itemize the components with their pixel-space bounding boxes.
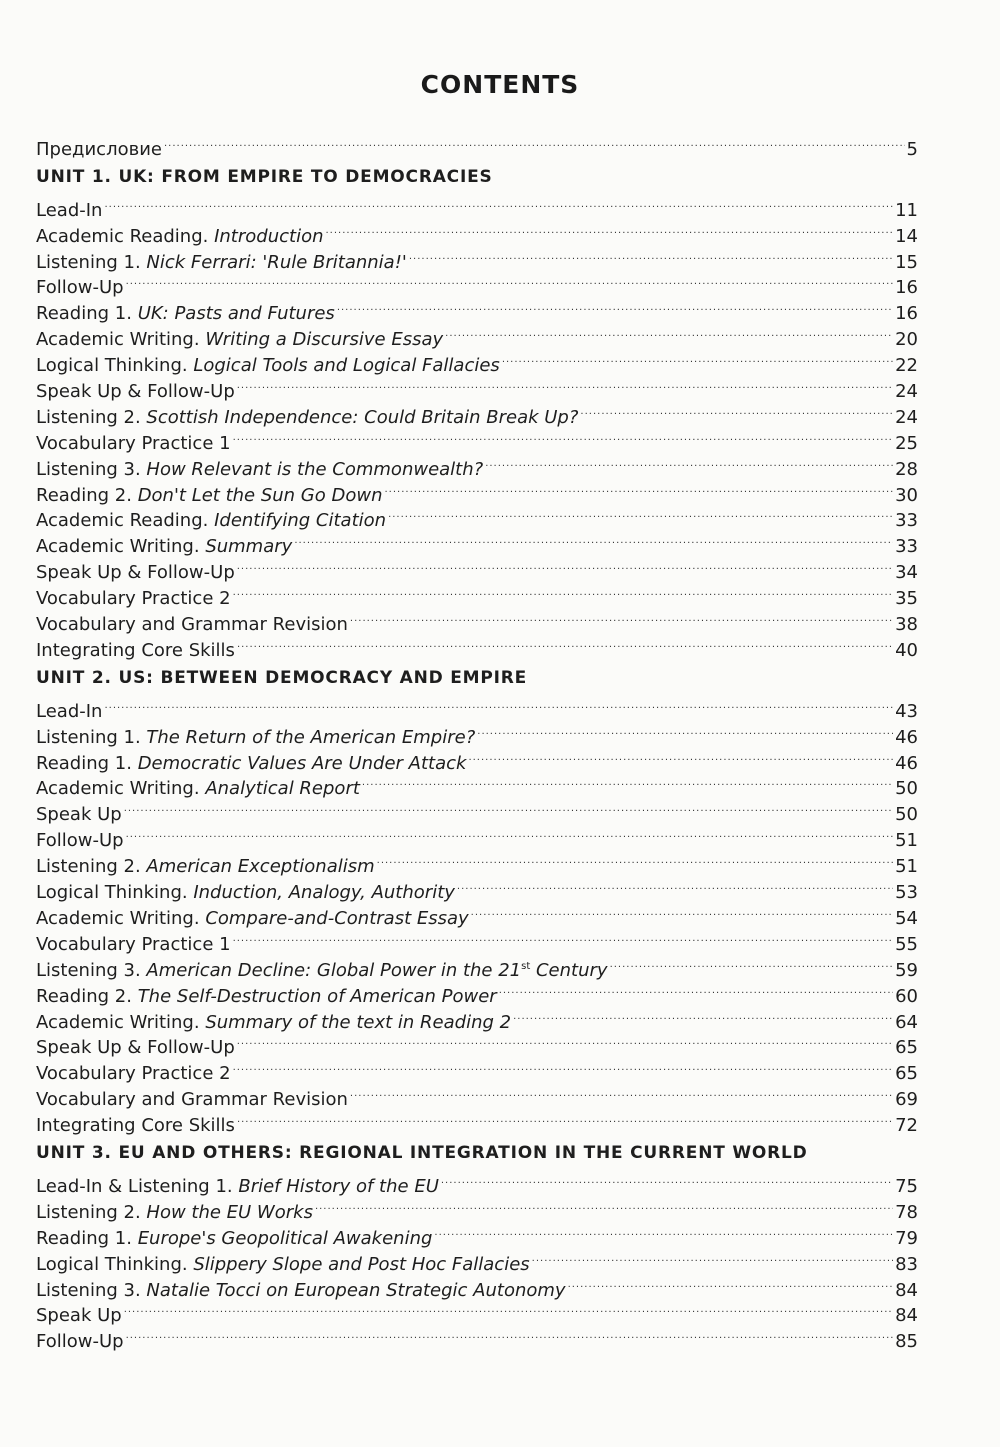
toc-leader-dots — [434, 1218, 893, 1244]
toc-entry-label: Follow-Up — [36, 830, 124, 852]
superscript: st — [521, 960, 531, 972]
toc-leader-dots — [237, 1105, 893, 1131]
toc-leader-dots — [237, 552, 893, 578]
toc-entry-label: Vocabulary Practice 2 — [36, 588, 231, 610]
table-of-contents — [36, 129, 918, 1353]
toc-page-number: 84 — [895, 1305, 918, 1327]
toc-entry-label: Listening 2. American Exceptionalism — [36, 856, 375, 878]
toc-page-number: 33 — [895, 536, 918, 558]
toc-page-number: 24 — [895, 381, 918, 403]
toc-entry-title: American Decline: Global Power in the 21 — [146, 959, 522, 981]
toc-page-number: 38 — [895, 614, 918, 636]
toc-entry-label: Logical Thinking. Slippery Slope and Post Hoc Fallacies — [36, 1253, 530, 1275]
toc-page-number: 22 — [895, 355, 918, 377]
toc-leader-dots — [468, 743, 893, 769]
toc-entry-label: Academic Writing. Summary — [36, 536, 293, 558]
toc-entry-label: Integrating Core Skills — [36, 639, 235, 661]
toc-entry-title: Europe's Geopolitical Awakening — [137, 1227, 433, 1249]
toc-leader-dots — [441, 1166, 893, 1192]
toc-entry[interactable] — [36, 268, 918, 299]
toc-leader-dots — [532, 1244, 893, 1270]
toc-leader-dots — [485, 449, 893, 475]
toc-entry-label: Lead-In — [36, 199, 103, 221]
toc-leader-dots — [457, 872, 893, 898]
toc-page-number: 14 — [895, 225, 918, 247]
toc-entry-title: Writing a Discursive Essay — [205, 329, 444, 351]
toc-page-number: 25 — [895, 432, 918, 454]
toc-entry[interactable] — [36, 794, 918, 826]
toc-entry-title: The Self-Destruction of American Power — [137, 985, 497, 1007]
toc-page-number: 5 — [906, 138, 918, 160]
toc-page-number: 65 — [895, 1063, 918, 1085]
toc-page-number: 40 — [895, 639, 918, 661]
toc-entry[interactable] — [36, 691, 918, 722]
toc-entry-title: Induction, Analogy, Authority — [193, 882, 455, 904]
toc-leader-dots — [502, 345, 893, 371]
unit-heading: UNIT 1. UK: FROM EMPIRE TO DEMOCRACIES — [36, 166, 493, 187]
toc-leader-dots — [409, 242, 893, 268]
toc-leader-dots — [350, 604, 893, 630]
toc-leader-dots — [513, 1002, 893, 1028]
toc-page-number: 11 — [895, 199, 918, 221]
toc-entry-title: Nick Ferrari: 'Rule Britannia!' — [146, 251, 407, 273]
toc-entry-title: Democratic Values Are Under Attack — [137, 752, 467, 774]
toc-entry-title: Summary — [205, 536, 293, 558]
toc-entry-label: Listening 3. How Relevant is the Commonwealth? — [36, 458, 484, 480]
toc-entry[interactable] — [36, 1166, 918, 1197]
toc-page-number: 72 — [895, 1115, 918, 1137]
toc-page-number: 65 — [895, 1037, 918, 1059]
toc-entry[interactable] — [36, 1296, 918, 1327]
toc-leader-dots — [326, 216, 894, 242]
toc-leader-dots — [362, 769, 893, 795]
toc-entry[interactable] — [36, 820, 918, 852]
toc-entry[interactable] — [36, 1321, 918, 1353]
toc-entry-label: Speak Up — [36, 804, 122, 826]
toc-page-number: 30 — [895, 484, 918, 506]
toc-page-number: 46 — [895, 726, 918, 748]
toc-page-number: 51 — [895, 856, 918, 878]
toc-page-number: 75 — [895, 1175, 918, 1197]
toc-entry-label: Reading 1. Europe's Geopolitical Awakening — [36, 1227, 433, 1249]
toc-leader-dots — [126, 1321, 894, 1347]
toc-leader-dots — [499, 976, 893, 1002]
toc-page-number: 34 — [895, 562, 918, 584]
toc-page-number: 53 — [895, 882, 918, 904]
toc-page-number: 83 — [895, 1253, 918, 1275]
toc-leader-dots — [568, 1270, 894, 1296]
toc-entry-label: Academic Reading. Introduction — [36, 225, 324, 247]
units-list — [36, 164, 918, 1353]
toc-entry-label: Предисловие — [36, 138, 162, 160]
toc-page-number: 50 — [895, 804, 918, 826]
unit-heading: UNIT 3. EU AND OTHERS: REGIONAL INTEGRATION IN THE CURRENT WORLD — [36, 1143, 808, 1164]
toc-entry-label: Academic Reading. Identifying Citation — [36, 510, 387, 532]
toc-leader-dots — [445, 319, 893, 345]
toc-leader-dots — [350, 1079, 893, 1105]
toc-page-number: 59 — [895, 959, 918, 981]
toc-page-number: 35 — [895, 588, 918, 610]
toc-entry-label: Reading 2. The Self-Destruction of American Power — [36, 985, 497, 1007]
toc-page-number: 16 — [895, 303, 918, 325]
toc-entry-title: Summary of the text in Reading 2 — [205, 1011, 512, 1033]
toc-page-number: 33 — [895, 510, 918, 532]
toc-leader-dots — [610, 950, 894, 976]
toc-leader-dots — [385, 475, 894, 501]
toc-entry-label: Logical Thinking. Induction, Analogy, Authority — [36, 882, 455, 904]
toc-entry-label: Reading 1. Democratic Values Are Under Attack — [36, 752, 467, 774]
toc-leader-dots — [104, 190, 893, 216]
toc-leader-dots — [294, 526, 893, 552]
toc-entry-label: Speak Up — [36, 1305, 122, 1327]
toc-entry-label: Listening 3. American Decline: Global Power in the 21st Century — [36, 959, 608, 981]
toc-entry-label: Lead-In & Listening 1. Brief History of the EU — [36, 1175, 439, 1197]
toc-leader-dots — [237, 630, 893, 656]
toc-entry-title: Identifying Citation — [214, 510, 387, 532]
toc-entry-label: Listening 1. Nick Ferrari: 'Rule Britannia!' — [36, 251, 407, 273]
toc-entry-title: UK: Pasts and Futures — [137, 303, 335, 325]
toc-page-number: 28 — [895, 458, 918, 480]
toc-leader-dots — [164, 129, 905, 155]
toc-leader-dots — [315, 1192, 893, 1218]
toc-leader-dots — [337, 293, 893, 319]
toc-page-number: 46 — [895, 752, 918, 774]
toc-entry-label: Academic Writing. Summary of the text in Reading 2 — [36, 1011, 512, 1033]
toc-entry-preface[interactable] — [36, 129, 918, 160]
toc-entry-title: American Exceptionalism — [146, 856, 375, 878]
toc-page-number: 51 — [895, 830, 918, 852]
toc-entry-label: Listening 3. Natalie Tocci on European Strategic Autonomy — [36, 1279, 566, 1301]
toc-entry-title: How Relevant is the Commonwealth? — [146, 458, 484, 480]
toc-leader-dots — [388, 501, 893, 527]
toc-entry-title: Brief History of the EU — [238, 1175, 439, 1197]
toc-entry-title: Slippery Slope and Post Hoc Fallacies — [193, 1253, 530, 1275]
toc-entry[interactable] — [36, 717, 918, 748]
toc-entry-title: How the EU Works — [146, 1201, 313, 1223]
toc-entry-label: Speak Up & Follow-Up — [36, 562, 235, 584]
toc-page-number: 16 — [895, 277, 918, 299]
toc-entry[interactable] — [36, 190, 918, 221]
toc-page-number: 24 — [895, 406, 918, 428]
toc-entry[interactable] — [36, 216, 918, 247]
toc-entry-label: Reading 2. Don't Let the Sun Go Down — [36, 484, 383, 506]
toc-leader-dots — [233, 578, 894, 604]
toc-page-number: 20 — [895, 329, 918, 351]
toc-entry-label: Academic Writing. Compare-and-Contrast Essay — [36, 907, 469, 929]
toc-entry-title: Natalie Tocci on European Strategic Autonomy — [146, 1279, 566, 1301]
toc-entry-label: Integrating Core Skills — [36, 1115, 235, 1137]
toc-entry-title-continued: Century — [530, 959, 608, 981]
toc-entry-label: Vocabulary Practice 1 — [36, 432, 231, 454]
toc-entry-label: Reading 1. UK: Pasts and Futures — [36, 303, 335, 325]
toc-entry[interactable] — [36, 846, 918, 878]
toc-page-number: 43 — [895, 700, 918, 722]
toc-leader-dots — [477, 717, 893, 743]
toc-entry-title: Logical Tools and Logical Fallacies — [193, 355, 500, 377]
toc-leader-dots — [124, 1296, 893, 1322]
toc-entry-label: Academic Writing. Analytical Report — [36, 778, 360, 800]
toc-leader-dots — [580, 397, 893, 423]
toc-entry-title: Analytical Report — [205, 778, 360, 800]
toc-leader-dots — [126, 820, 894, 846]
toc-page-number: 79 — [895, 1227, 918, 1249]
toc-entry-label: Vocabulary and Grammar Revision — [36, 1089, 348, 1111]
toc-entry-label: Academic Writing. Writing a Discursive Essay — [36, 329, 444, 351]
toc-leader-dots — [104, 691, 893, 717]
toc-entry-label: Follow-Up — [36, 277, 124, 299]
toc-page-number: 64 — [895, 1011, 918, 1033]
toc-page-number: 55 — [895, 933, 918, 955]
toc-page-number: 84 — [895, 1279, 918, 1301]
toc-page-number: 69 — [895, 1089, 918, 1111]
toc-page-number: 78 — [895, 1201, 918, 1223]
toc-leader-dots — [377, 846, 893, 872]
toc-entry-label: Vocabulary Practice 2 — [36, 1063, 231, 1085]
toc-page-number: 50 — [895, 778, 918, 800]
toc-entry-title: Compare-and-Contrast Essay — [205, 907, 469, 929]
toc-leader-dots — [124, 794, 893, 820]
page-title: CONTENTS — [420, 70, 580, 99]
toc-leader-dots — [237, 1028, 893, 1054]
toc-page-number: 85 — [895, 1331, 918, 1353]
toc-entry-label: Speak Up & Follow-Up — [36, 1037, 235, 1059]
toc-leader-dots — [233, 1053, 894, 1079]
toc-entry-label: Vocabulary and Grammar Revision — [36, 614, 348, 636]
toc-page-number: 60 — [895, 985, 918, 1007]
toc-entry-label: Listening 2. Scottish Independence: Could Britain Break Up? — [36, 406, 579, 428]
toc-entry-title: The Return of the American Empire? — [146, 726, 476, 748]
toc-leader-dots — [233, 423, 894, 449]
toc-entry-label: Logical Thinking. Logical Tools and Logical Fallacies — [36, 355, 500, 377]
toc-entry-title: Introduction — [214, 225, 324, 247]
toc-entry-label: Vocabulary Practice 1 — [36, 933, 231, 955]
toc-entry-label: Listening 1. The Return of the American Empire? — [36, 726, 476, 748]
unit-heading: UNIT 2. US: BETWEEN DEMOCRACY AND EMPIRE — [36, 667, 528, 688]
toc-entry-label: Follow-Up — [36, 1331, 124, 1353]
toc-page-number: 15 — [895, 251, 918, 273]
toc-leader-dots — [126, 268, 894, 294]
toc-page-number: 54 — [895, 907, 918, 929]
toc-entry-label: Listening 2. How the EU Works — [36, 1201, 313, 1223]
toc-leader-dots — [233, 924, 894, 950]
toc-entry-title: Scottish Independence: Could Britain Break Up? — [146, 406, 579, 428]
toc-entry-label: Speak Up & Follow-Up — [36, 381, 235, 403]
toc-leader-dots — [471, 898, 893, 924]
toc-leader-dots — [237, 371, 893, 397]
toc-entry[interactable] — [36, 293, 918, 325]
toc-entry-title: Don't Let the Sun Go Down — [137, 484, 383, 506]
toc-entry-label: Lead-In — [36, 700, 103, 722]
